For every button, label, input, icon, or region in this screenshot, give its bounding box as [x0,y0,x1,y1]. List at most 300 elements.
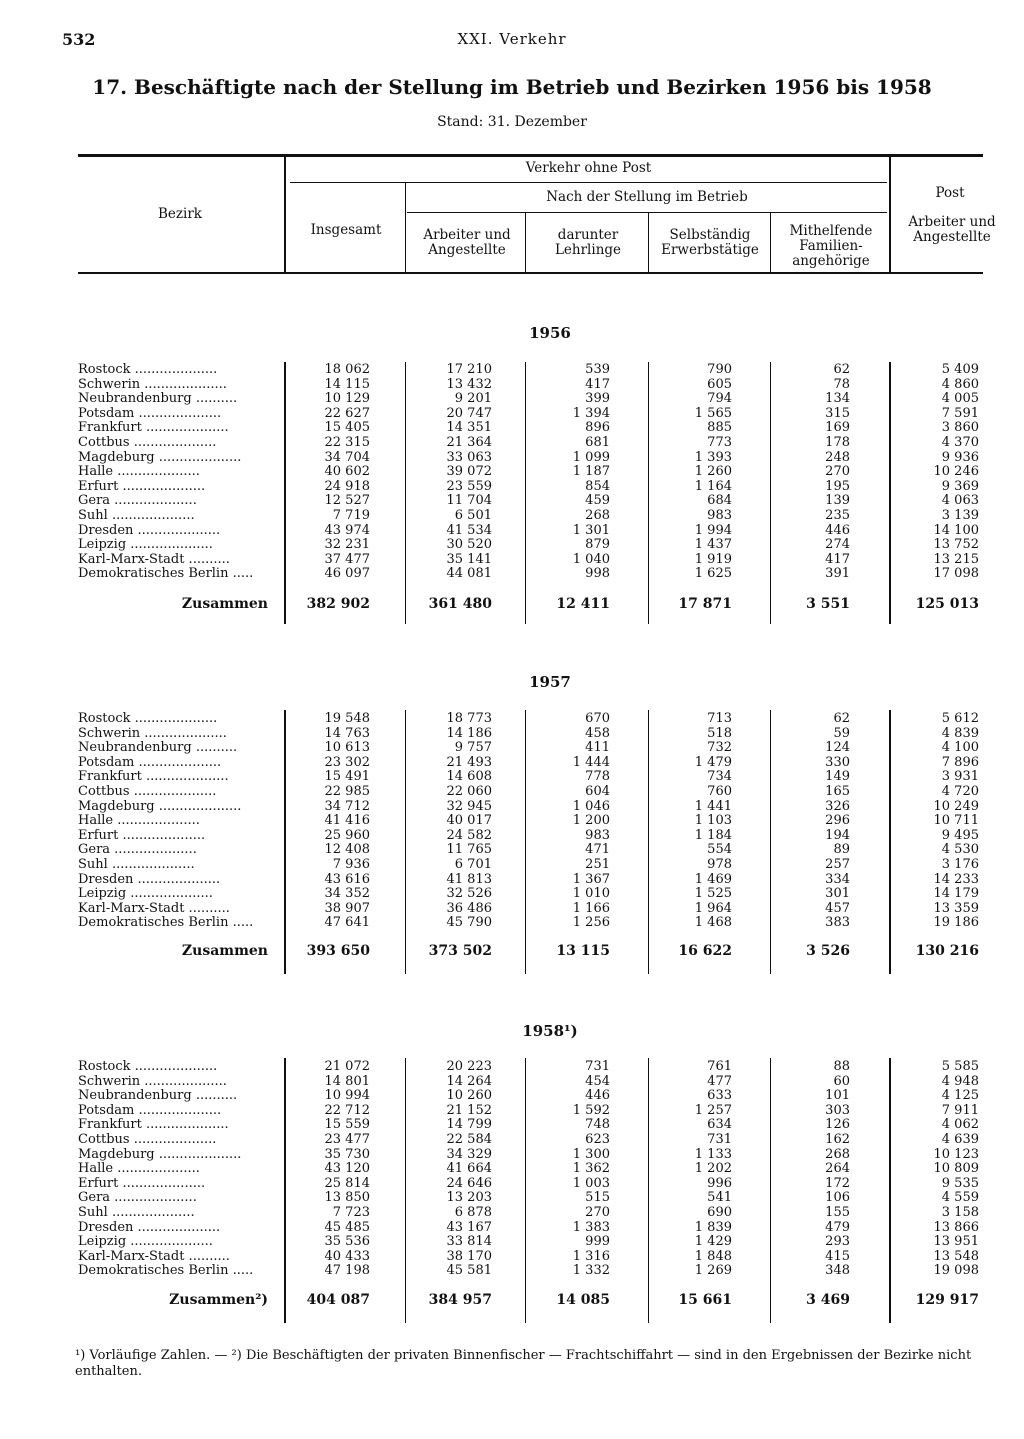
table-cell: 539 [585,362,610,377]
table-cell: 471 [585,842,610,858]
table-row [0,829,1024,844]
table-cell: 983 [585,827,610,843]
table-cell: 1 919 [694,551,732,567]
bezirk-name: Magdeburg .................... [78,799,242,814]
table-row [0,553,1024,568]
table-cell: 713 [707,711,732,726]
table-cell: 734 [707,769,732,785]
total-cell: 12 411 [556,596,610,612]
total-cell: 404 087 [306,1292,370,1308]
section-1958-rows [0,1060,1024,1279]
table-cell: 3 860 [941,420,979,436]
table-cell: 45 485 [324,1219,370,1235]
table-cell: 983 [707,507,732,523]
table-cell: 315 [825,405,850,421]
table-cell: 78 [833,376,850,392]
table-cell: 790 [707,362,732,377]
table-cell: 4 063 [941,493,979,509]
table-cell: 996 [707,1175,732,1191]
bezirk-name: Potsdam .................... [78,1103,222,1118]
bezirk-name: Cottbus .................... [78,435,217,450]
table-cell: 411 [585,740,610,756]
header-bezirk: Bezirk [158,206,202,222]
table-row [0,785,1024,800]
table-cell: 684 [707,493,732,509]
table-cell: 4 948 [941,1073,979,1089]
table-cell: 778 [585,769,610,785]
header-selbstaendig: Selbständig Erwerbstätige [661,227,759,258]
section-1956-rows [0,363,1024,582]
table-cell: 18 773 [446,711,492,726]
table-cell: 10 613 [324,740,370,756]
table-cell: 446 [585,1088,610,1104]
table-cell: 1 099 [572,449,610,465]
bezirk-name: Frankfurt .................... [78,421,229,436]
table-cell: 12 527 [324,493,370,509]
bezirk-name: Rostock .................... [78,363,218,377]
year-heading: 1957 [529,673,571,691]
table-cell: 101 [825,1088,850,1104]
table-cell: 748 [585,1117,610,1133]
header-bottom-rule [78,272,983,274]
table-cell: 1 441 [694,798,732,814]
table-cell: 391 [825,566,850,582]
table-cell: 348 [825,1263,850,1279]
bezirk-name: Halle .................... [78,814,200,829]
table-cell: 134 [825,391,850,407]
table-cell: 47 198 [324,1263,370,1279]
table-cell: 17 098 [933,566,979,582]
table-row [0,1060,1024,1075]
table-cell: 1 166 [572,900,610,916]
table-cell: 34 712 [324,798,370,814]
table-cell: 1 133 [694,1146,732,1162]
table-cell: 13 203 [446,1190,492,1206]
table-cell: 1 332 [572,1263,610,1279]
table-cell: 3 176 [941,856,979,872]
table-cell: 10 809 [933,1161,979,1177]
total-cell: 16 622 [678,943,732,959]
table-cell: 172 [825,1175,850,1191]
table-cell: 7 719 [332,507,370,523]
table-cell: 1 164 [694,478,732,494]
table-cell: 4 100 [941,740,979,756]
table-cell: 773 [707,434,732,450]
table-cell: 41 664 [446,1161,492,1177]
table-cell: 1 525 [694,886,732,902]
bezirk-name: Halle .................... [78,465,200,480]
table-cell: 9 757 [454,740,492,756]
year-heading: 1958¹) [522,1022,578,1040]
table-cell: 4 125 [941,1088,979,1104]
table-cell: 34 352 [324,886,370,902]
table-cell: 1 187 [572,464,610,480]
footnote: ¹) Vorläufige Zahlen. — ²) Die Beschäftigten der privaten Binnenfischer — Frachtschiffahrt — sind in den Ergebnissen der Bezirke nicht enthalten. [75,1348,972,1379]
table-cell: 14 351 [446,420,492,436]
year-heading: 1956 [529,324,571,342]
table-row [0,1221,1024,1236]
table-cell: 670 [585,711,610,726]
table-cell: 4 370 [941,434,979,450]
table-cell: 155 [825,1204,850,1220]
table-cell: 32 945 [446,798,492,814]
bezirk-name: Neubrandenburg .......... [78,392,238,407]
table-cell: 5 612 [941,711,979,726]
table-cell: 21 364 [446,434,492,450]
table-cell: 169 [825,420,850,436]
header-mithelfend: Mithelfende Familien-angehörige [789,223,873,269]
table-cell: 4 062 [941,1117,979,1133]
bezirk-name: Neubrandenburg .......... [78,1089,238,1104]
table-cell: 7 896 [941,754,979,770]
total-row [0,943,1024,959]
table-cell: 518 [707,725,732,741]
table-row [0,1191,1024,1206]
table-cell: 9 369 [941,478,979,494]
table-cell: 978 [707,856,732,872]
bezirk-name: Dresden .................... [78,1220,221,1235]
bezirk-name: Leipzig .................... [78,538,213,553]
table-cell: 459 [585,493,610,509]
table-cell: 417 [825,551,850,567]
table-cell: 1 260 [694,464,732,480]
table-cell: 1 394 [572,405,610,421]
table-row [0,873,1024,888]
table-cell: 5 409 [941,362,979,377]
bezirk-name: Gera .................... [78,843,197,858]
bezirk-name: Dresden .................... [78,523,221,538]
table-cell: 1 202 [694,1161,732,1177]
table-cell: 7 723 [332,1204,370,1220]
table-cell: 14 799 [446,1117,492,1133]
table-cell: 165 [825,783,850,799]
table-cell: 9 495 [941,827,979,843]
table-cell: 22 627 [324,405,370,421]
table-cell: 896 [585,420,610,436]
bezirk-name: Rostock .................... [78,712,218,726]
table-cell: 5 585 [941,1059,979,1074]
table-cell: 457 [825,900,850,916]
table-subtitle: Stand: 31. Dezember [437,114,587,130]
table-cell: 89 [833,842,850,858]
table-cell: 38 170 [446,1248,492,1264]
table-cell: 731 [585,1059,610,1074]
table-row [0,407,1024,422]
bezirk-name: Leipzig .................... [78,887,213,902]
table-cell: 14 100 [933,522,979,538]
table-cell: 14 179 [933,886,979,902]
table-cell: 6 501 [454,507,492,523]
bezirk-name: Rostock .................... [78,1060,218,1074]
total-cell: 3 469 [806,1292,850,1308]
table-cell: 25 960 [324,827,370,843]
table-cell: 13 359 [933,900,979,916]
table-title: 17. Beschäftigte nach der Stellung im Betrieb und Bezirken 1956 bis 1958 [92,75,932,99]
bezirk-name: Demokratisches Berlin ..... [78,1264,254,1279]
table-cell: 30 520 [446,537,492,553]
table-cell: 1 437 [694,537,732,553]
table-cell: 36 486 [446,900,492,916]
table-cell: 13 548 [933,1248,979,1264]
table-row [0,843,1024,858]
chapter-heading: XXI. Verkehr [457,30,567,48]
table-cell: 1 479 [694,754,732,770]
table-cell: 22 315 [324,434,370,450]
table-cell: 21 072 [324,1059,370,1074]
total-cell: 382 902 [306,596,370,612]
total-cell: 3 526 [806,943,850,959]
table-cell: 999 [585,1234,610,1250]
table-cell: 32 526 [446,886,492,902]
table-cell: 554 [707,842,732,858]
bezirk-name: Erfurt .................... [78,1176,206,1191]
header-divider [770,213,771,273]
table-cell: 1 839 [694,1219,732,1235]
table-cell: 40 433 [324,1248,370,1264]
table-cell: 479 [825,1219,850,1235]
table-cell: 19 186 [933,915,979,931]
header-lehrlinge: darunter Lehrlinge [554,227,622,258]
table-cell: 45 581 [446,1263,492,1279]
table-cell: 1 316 [572,1248,610,1264]
table-row [0,392,1024,407]
table-cell: 20 223 [446,1059,492,1074]
section-1957-rows [0,712,1024,931]
table-cell: 417 [585,376,610,392]
table-cell: 11 765 [446,842,492,858]
table-cell: 44 081 [446,566,492,582]
table-cell: 22 060 [446,783,492,799]
table-cell: 10 246 [933,464,979,480]
table-row [0,538,1024,553]
bezirk-name: Suhl .................... [78,508,195,523]
table-cell: 446 [825,522,850,538]
table-cell: 1 257 [694,1102,732,1118]
table-cell: 40 602 [324,464,370,480]
table-cell: 248 [825,449,850,465]
table-cell: 270 [825,464,850,480]
bezirk-name: Gera .................... [78,1191,197,1206]
table-cell: 383 [825,915,850,931]
table-cell: 41 534 [446,522,492,538]
table-row [0,378,1024,393]
table-cell: 47 641 [324,915,370,931]
table-cell: 10 249 [933,798,979,814]
table-cell: 1 429 [694,1234,732,1250]
table-cell: 251 [585,856,610,872]
total-row [0,596,1024,612]
table-cell: 477 [707,1073,732,1089]
header-post: Post [935,185,965,201]
table-cell: 257 [825,856,850,872]
table-cell: 794 [707,391,732,407]
table-cell: 998 [585,566,610,582]
table-cell: 106 [825,1190,850,1206]
table-cell: 1 468 [694,915,732,931]
table-cell: 11 704 [446,493,492,509]
table-cell: 4 839 [941,725,979,741]
table-cell: 62 [833,362,850,377]
table-cell: 33 814 [446,1234,492,1250]
table-cell: 9 201 [454,391,492,407]
table-cell: 1 046 [572,798,610,814]
total-cell: 373 502 [428,943,492,959]
table-cell: 235 [825,507,850,523]
bezirk-name: Suhl .................... [78,857,195,872]
total-cell: 130 216 [915,943,979,959]
bezirk-name: Frankfurt .................... [78,770,229,785]
table-cell: 35 141 [446,551,492,567]
table-cell: 885 [707,420,732,436]
table-cell: 22 712 [324,1102,370,1118]
total-label: Zusammen [181,943,268,959]
table-row [0,1162,1024,1177]
table-cell: 195 [825,478,850,494]
bezirk-name: Karl-Marx-Stadt .......... [78,1249,230,1264]
total-cell: 125 013 [915,596,979,612]
table-cell: 4 530 [941,842,979,858]
bezirk-name: Potsdam .................... [78,755,222,770]
table-cell: 124 [825,740,850,756]
table-cell: 12 408 [324,842,370,858]
table-cell: 334 [825,871,850,887]
table-cell: 14 608 [446,769,492,785]
table-cell: 10 711 [933,813,979,829]
table-cell: 149 [825,769,850,785]
table-cell: 23 302 [324,754,370,770]
table-cell: 3 931 [941,769,979,785]
table-row [0,363,1024,378]
table-row [0,887,1024,902]
table-cell: 268 [825,1146,850,1162]
bezirk-name: Cottbus .................... [78,1132,217,1147]
table-cell: 14 115 [324,376,370,392]
table-cell: 605 [707,376,732,392]
total-cell: 361 480 [428,596,492,612]
bezirk-name: Suhl .................... [78,1205,195,1220]
table-cell: 40 017 [446,813,492,829]
bezirk-name: Dresden .................... [78,872,221,887]
table-cell: 13 951 [933,1234,979,1250]
table-cell: 732 [707,740,732,756]
table-cell: 1 469 [694,871,732,887]
header-divider [648,213,649,273]
table-cell: 38 907 [324,900,370,916]
table-row [0,1089,1024,1104]
table-cell: 541 [707,1190,732,1206]
table-cell: 515 [585,1190,610,1206]
table-cell: 20 747 [446,405,492,421]
bezirk-name: Karl-Marx-Stadt .......... [78,901,230,916]
table-cell: 454 [585,1073,610,1089]
table-cell: 22 985 [324,783,370,799]
bezirk-name: Potsdam .................... [78,406,222,421]
table-cell: 1 301 [572,522,610,538]
page-number: 532 [62,30,96,49]
table-cell: 6 701 [454,856,492,872]
table-cell: 7 591 [941,405,979,421]
table-cell: 13 752 [933,537,979,553]
total-label: Zusammen²) [169,1292,268,1308]
table-cell: 7 936 [332,856,370,872]
bezirk-name: Gera .................... [78,494,197,509]
table-cell: 3 158 [941,1204,979,1220]
total-cell: 3 551 [806,596,850,612]
table-cell: 23 559 [446,478,492,494]
header-divider [405,183,406,273]
table-row [0,1148,1024,1163]
table-cell: 854 [585,478,610,494]
table-cell: 21 493 [446,754,492,770]
total-row [0,1292,1024,1308]
table-cell: 41 416 [324,813,370,829]
header-divider [525,213,526,273]
table-row [0,451,1024,466]
total-label: Zusammen [181,596,268,612]
table-cell: 458 [585,725,610,741]
table-cell: 10 123 [933,1146,979,1162]
bezirk-name: Demokratisches Berlin ..... [78,916,254,931]
table-cell: 1 003 [572,1175,610,1191]
table-row [0,1133,1024,1148]
table-cell: 7 911 [941,1102,979,1118]
bezirk-name: Schwerin .................... [78,726,227,741]
table-cell: 88 [833,1059,850,1074]
table-cell: 6 878 [454,1204,492,1220]
table-row [0,741,1024,756]
table-cell: 59 [833,725,850,741]
table-cell: 1 367 [572,871,610,887]
table-cell: 14 763 [324,725,370,741]
bezirk-name: Frankfurt .................... [78,1118,229,1133]
table-cell: 32 231 [324,537,370,553]
table-cell: 34 329 [446,1146,492,1162]
table-row [0,436,1024,451]
table-row [0,524,1024,539]
total-cell: 129 917 [915,1292,979,1308]
table-cell: 1 565 [694,405,732,421]
table-cell: 10 260 [446,1088,492,1104]
bezirk-name: Erfurt .................... [78,479,206,494]
table-row [0,1264,1024,1279]
table-row [0,902,1024,917]
table-cell: 35 536 [324,1234,370,1250]
total-cell: 15 661 [678,1292,732,1308]
table-cell: 4 559 [941,1190,979,1206]
total-cell: 17 871 [678,596,732,612]
bezirk-name: Schwerin .................... [78,1074,227,1089]
table-row [0,712,1024,727]
table-cell: 162 [825,1131,850,1147]
table-row [0,509,1024,524]
table-cell: 13 215 [933,551,979,567]
total-cell: 14 085 [556,1292,610,1308]
header-divider [889,156,891,273]
bezirk-name: Magdeburg .................... [78,450,242,465]
table-cell: 623 [585,1131,610,1147]
table-cell: 1 383 [572,1219,610,1235]
table-cell: 1 848 [694,1248,732,1264]
table-cell: 21 152 [446,1102,492,1118]
table-cell: 139 [825,493,850,509]
table-cell: 1 625 [694,566,732,582]
table-cell: 604 [585,783,610,799]
table-cell: 4 005 [941,391,979,407]
table-cell: 35 730 [324,1146,370,1162]
table-cell: 1 393 [694,449,732,465]
bezirk-name: Schwerin .................... [78,377,227,392]
table-cell: 1 040 [572,551,610,567]
